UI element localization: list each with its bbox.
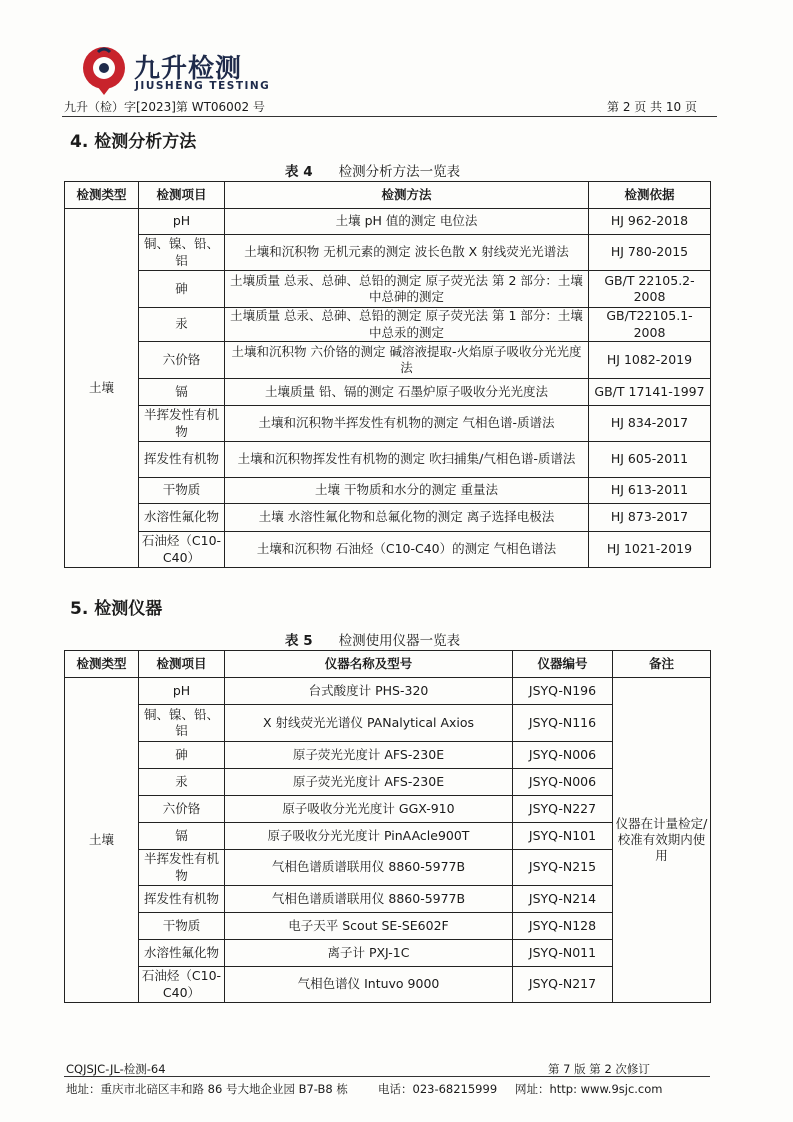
instrument-cell: 原子吸收分光光度计 GGX-910: [225, 796, 513, 823]
table-row: [65, 271, 711, 308]
table-4-number: 表 4: [285, 164, 313, 180]
col-header-type: 检测类型: [65, 182, 139, 209]
table-row: [65, 235, 711, 271]
code-cell: JSYQ-N217: [513, 967, 613, 1003]
col-header-item: 检测项目: [139, 182, 225, 209]
method-cell: 土壤质量 铅、镉的测定 石墨炉原子吸收分光光度法: [225, 379, 589, 406]
basis-cell: HJ 613-2011: [589, 478, 711, 504]
item-cell: 六价铬: [139, 796, 225, 823]
item-cell: 镉: [139, 379, 225, 406]
version-info: 第 7 版 第 2 次修订: [548, 1062, 650, 1076]
section-4-title: 4. 检测分析方法: [70, 132, 197, 152]
basis-cell: HJ 873-2017: [589, 504, 711, 532]
code-cell: JSYQ-N006: [513, 742, 613, 769]
type-cell: 土壤: [65, 209, 139, 568]
instrument-cell: 气相色谱仪 Intuvo 9000: [225, 967, 513, 1003]
logo-mark-icon: [78, 44, 130, 96]
code-cell: JSYQ-N101: [513, 823, 613, 850]
table-5-caption-text: 检测使用仪器一览表: [338, 633, 461, 649]
table-header-row: [65, 651, 711, 678]
logo-name-en: JIUSHENG TESTING: [135, 80, 271, 92]
company-logo: [78, 40, 278, 98]
item-cell: pH: [139, 209, 225, 235]
method-cell: 土壤 水溶性氟化物和总氟化物的测定 离子选择电极法: [225, 504, 589, 532]
code-cell: JSYQ-N006: [513, 769, 613, 796]
code-cell: JSYQ-N011: [513, 940, 613, 967]
code-cell: JSYQ-N227: [513, 796, 613, 823]
col-header-code: 仪器编号: [513, 651, 613, 678]
instruments-table: [64, 650, 711, 1003]
code-cell: JSYQ-N215: [513, 850, 613, 886]
instrument-cell: 电子天平 Scout SE-SE602F: [225, 913, 513, 940]
item-cell: 砷: [139, 271, 225, 308]
company-website: 网址：http: www.9sjc.com: [515, 1082, 663, 1096]
analysis-methods-table: [64, 181, 711, 568]
table-row: [65, 442, 711, 478]
item-cell: 砷: [139, 742, 225, 769]
method-cell: 土壤 干物质和水分的测定 重量法: [225, 478, 589, 504]
col-header-note: 备注: [613, 651, 711, 678]
basis-cell: HJ 962-2018: [589, 209, 711, 235]
instrument-cell: 台式酸度计 PHS-320: [225, 678, 513, 705]
instrument-cell: 气相色谱质谱联用仪 8860-5977B: [225, 850, 513, 886]
instrument-cell: 离子计 PXJ-1C: [225, 940, 513, 967]
col-header-basis: 检测依据: [589, 182, 711, 209]
col-header-type: 检测类型: [65, 651, 139, 678]
logo-name-cn: 九升检测: [134, 54, 243, 84]
item-cell: 水溶性氟化物: [139, 504, 225, 532]
method-cell: 土壤和沉积物挥发性有机物的测定 吹扫捕集/气相色谱-质谱法: [225, 442, 589, 478]
item-cell: 挥发性有机物: [139, 886, 225, 913]
item-cell: 石油烃（C10-C40）: [139, 967, 225, 1003]
method-cell: 土壤和沉积物 石油烃（C10-C40）的测定 气相色谱法: [225, 532, 589, 568]
header-divider: [62, 116, 717, 117]
basis-cell: HJ 780-2015: [589, 235, 711, 271]
table-row: [65, 342, 711, 379]
item-cell: 铜、镍、铅、铝: [139, 705, 225, 742]
basis-cell: GB/T 17141-1997: [589, 379, 711, 406]
item-cell: pH: [139, 678, 225, 705]
table-row: [65, 209, 711, 235]
item-cell: 水溶性氟化物: [139, 940, 225, 967]
instrument-cell: 原子荧光光度计 AFS-230E: [225, 742, 513, 769]
table-row: [65, 308, 711, 342]
code-cell: JSYQ-N116: [513, 705, 613, 742]
method-cell: 土壤 pH 值的测定 电位法: [225, 209, 589, 235]
table-row: [65, 504, 711, 532]
method-cell: 土壤和沉积物半挥发性有机物的测定 气相色谱-质谱法: [225, 406, 589, 442]
basis-cell: HJ 605-2011: [589, 442, 711, 478]
table-row: [65, 406, 711, 442]
item-cell: 六价铬: [139, 342, 225, 379]
item-cell: 挥发性有机物: [139, 442, 225, 478]
item-cell: 镉: [139, 823, 225, 850]
basis-cell: GB/T22105.1-2008: [589, 308, 711, 342]
instrument-cell: 气相色谱质谱联用仪 8860-5977B: [225, 886, 513, 913]
basis-cell: HJ 1021-2019: [589, 532, 711, 568]
basis-cell: HJ 1082-2019: [589, 342, 711, 379]
form-number: CQJSJC-JL-检测-64: [66, 1062, 166, 1076]
col-header-method: 检测方法: [225, 182, 589, 209]
table-row: [65, 478, 711, 504]
report-number: 九升（检）字[2023]第 WT06002 号: [64, 100, 265, 114]
col-header-item: 检测项目: [139, 651, 225, 678]
item-cell: 干物质: [139, 478, 225, 504]
instrument-cell: 原子吸收分光光度计 PinAAcle900T: [225, 823, 513, 850]
item-cell: 干物质: [139, 913, 225, 940]
item-cell: 石油烃（C10-C40）: [139, 532, 225, 568]
instrument-cell: X 射线荧光光谱仪 PANalytical Axios: [225, 705, 513, 742]
item-cell: 半挥发性有机物: [139, 406, 225, 442]
basis-cell: HJ 834-2017: [589, 406, 711, 442]
company-address: 地址：重庆市北碚区丰和路 86 号大地企业园 B7-B8 栋: [66, 1082, 348, 1096]
item-cell: 汞: [139, 308, 225, 342]
method-cell: 土壤质量 总汞、总砷、总铅的测定 原子荧光法 第 1 部分：土壤中总汞的测定: [225, 308, 589, 342]
code-cell: JSYQ-N128: [513, 913, 613, 940]
col-header-instrument: 仪器名称及型号: [225, 651, 513, 678]
note-cell: 仪器在计量检定/校准有效期内使用: [613, 678, 711, 1003]
company-phone: 电话：023-68215999: [378, 1082, 498, 1096]
method-cell: 土壤质量 总汞、总砷、总铅的测定 原子荧光法 第 2 部分：土壤中总砷的测定: [225, 271, 589, 308]
instrument-cell: 原子荧光光度计 AFS-230E: [225, 769, 513, 796]
footer-divider: [64, 1076, 710, 1077]
table-header-row: [65, 182, 711, 209]
page-indicator: 第 2 页 共 10 页: [607, 100, 697, 114]
method-cell: 土壤和沉积物 六价铬的测定 碱溶液提取-火焰原子吸收分光光度法: [225, 342, 589, 379]
table-row: [65, 379, 711, 406]
table-5-number: 表 5: [285, 633, 313, 649]
table-5-caption: [285, 629, 460, 649]
code-cell: JSYQ-N196: [513, 678, 613, 705]
table-4-caption-text: 检测分析方法一览表: [338, 164, 461, 180]
table-row: [65, 678, 711, 705]
item-cell: 汞: [139, 769, 225, 796]
table-row: [65, 532, 711, 568]
code-cell: JSYQ-N214: [513, 886, 613, 913]
basis-cell: GB/T 22105.2-2008: [589, 271, 711, 308]
table-4-caption: [285, 160, 460, 180]
method-cell: 土壤和沉积物 无机元素的测定 波长色散 X 射线荧光光谱法: [225, 235, 589, 271]
item-cell: 半挥发性有机物: [139, 850, 225, 886]
type-cell: 土壤: [65, 678, 139, 1003]
section-5-title: 5. 检测仪器: [70, 599, 163, 619]
item-cell: 铜、镍、铅、铝: [139, 235, 225, 271]
